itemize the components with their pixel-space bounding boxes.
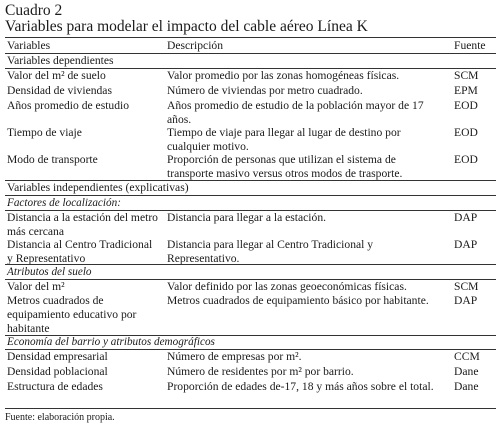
variable-cell: Valor del m²: [7, 280, 65, 293]
variable-cell: Valor del m² de suelo: [7, 69, 106, 82]
descripcion-cell: Valor promedio por las zonas homogéneas físicas.: [167, 69, 400, 82]
fuente-cell: SCM: [454, 280, 479, 293]
variable-cell: Densidad poblacional: [7, 365, 108, 378]
descripcion-cell: Número de residentes por m² por barrio.: [167, 365, 354, 378]
fuente-cell: SCM: [454, 69, 479, 82]
variable-cell: Distancia a la estación del metro más cercana: [7, 211, 158, 239]
variable-cell: Modo de transporte: [7, 153, 98, 166]
descripcion-cell: Metros cuadrados de equipamiento básico por habitante.: [167, 294, 429, 307]
section-dependientes: Variables dependientes: [7, 54, 114, 67]
section-independientes: Variables independientes (explicativas): [7, 181, 189, 194]
fuente-cell: EOD: [454, 153, 478, 166]
variable-cell: Metros cuadrados de equipamiento educativo por habitante: [7, 294, 137, 336]
descripcion-cell: Número de viviendas por metro cuadrado.: [167, 84, 363, 97]
descripcion-cell: Distancia para llegar a la estación.: [167, 211, 327, 224]
top-rule: [5, 37, 496, 38]
descripcion-cell: Proporción de personas que utilizan el sistema de transporte masivo versus otros modos de trasporte.: [167, 153, 403, 181]
fuente-cell: CCM: [454, 350, 480, 363]
variable-cell: Estructura de edades: [7, 380, 103, 393]
descripcion-cell: Tiempo de viaje para llegar al lugar de destino por cualquier motivo.: [167, 126, 401, 154]
fuente-cell: DAP: [454, 211, 478, 224]
descripcion-cell: Número de empresas por m².: [167, 350, 302, 363]
cuadro-label: Cuadro 2: [5, 2, 63, 19]
fuente-cell: DAP: [454, 238, 478, 251]
fuente-cell: EOD: [454, 126, 478, 139]
variable-cell: Distancia al Centro Tradicional y Representativo: [7, 238, 153, 266]
fuente-cell: EOD: [454, 99, 478, 112]
header-variables: Variables: [7, 39, 51, 52]
variable-cell: Densidad empresarial: [7, 350, 108, 363]
subsection-localizacion: Factores de localización:: [7, 197, 121, 209]
table-title: Variables para modelar el impacto del cable aéreo Línea K: [5, 18, 368, 35]
bottom-rule: [5, 408, 496, 409]
subsection-suelo: Atributos del suelo: [7, 266, 92, 278]
subsection-barrio: Economía del barrio y atributos demográficos: [7, 336, 215, 348]
variable-cell: Densidad de viviendas: [7, 84, 112, 97]
fuente-cell: Dane: [454, 380, 479, 393]
descripcion-cell: Años promedio de estudio de la población mayor de 17 años.: [167, 99, 424, 127]
fuente-cell: DAP: [454, 294, 478, 307]
header-fuente: Fuente: [454, 39, 486, 52]
descripcion-cell: Distancia para llegar al Centro Tradicional y Representativo.: [167, 238, 374, 266]
fuente-cell: Dane: [454, 365, 479, 378]
descripcion-cell: Proporción de edades de-17, 18 y más años sobre el total.: [167, 380, 434, 393]
header-descripcion: Descripción: [167, 39, 224, 52]
source-note: Fuente: elaboración propia.: [5, 412, 115, 423]
fuente-cell: EPM: [454, 84, 478, 97]
descripcion-cell: Valor definido por las zonas geoeconómicas físicas.: [167, 280, 407, 293]
variable-cell: Tiempo de viaje: [7, 126, 82, 139]
variable-cell: Años promedio de estudio: [7, 99, 130, 112]
